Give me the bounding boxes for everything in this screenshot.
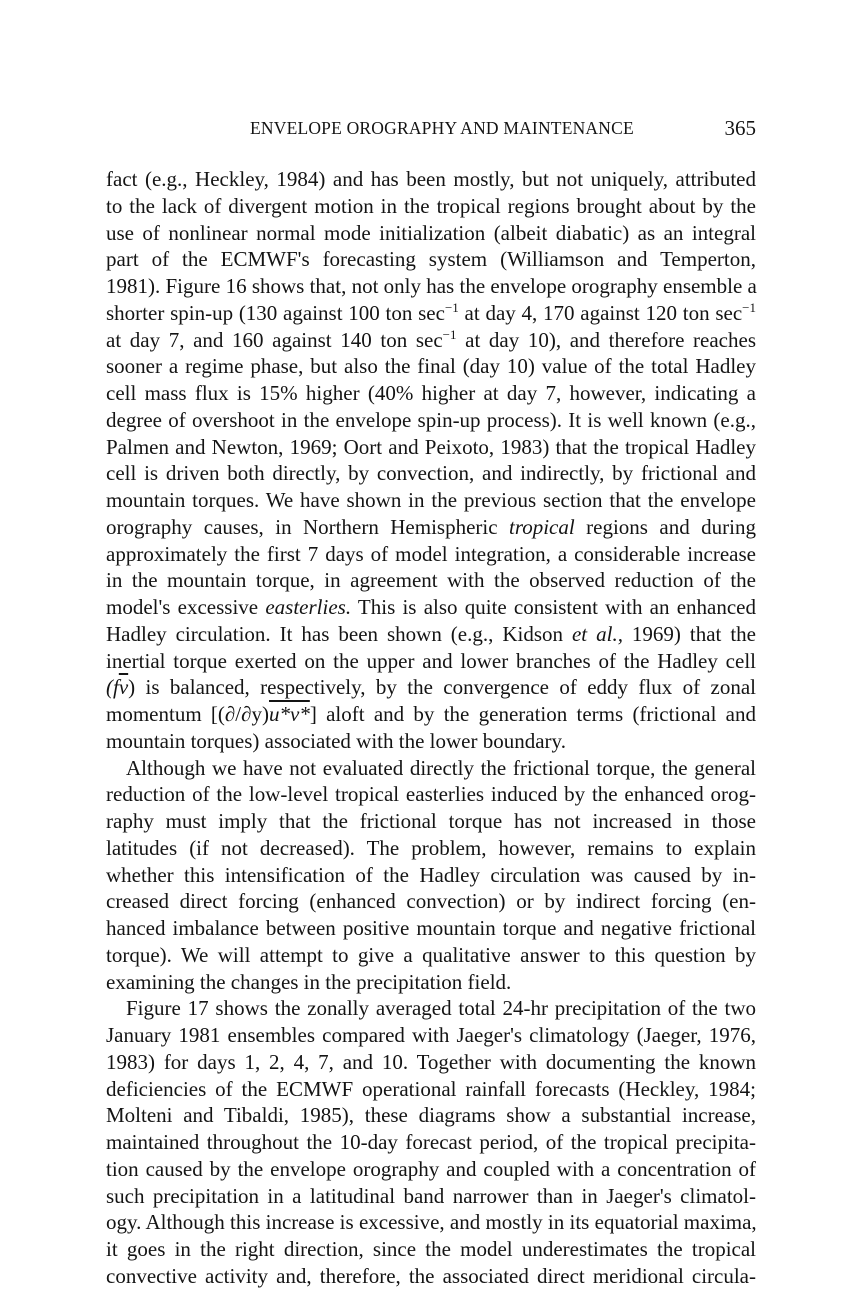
text-line: part of the ECMWF's forecasting system (Williamson and Temperton, <box>106 247 756 272</box>
text-line: inertial torque exerted on the upper and lower branches of the Hadley cell <box>106 648 756 673</box>
text-line: maintained throughout the 10-day forecast period, of the tropical precipita- <box>106 1130 756 1154</box>
text-line <box>106 621 756 648</box>
text-run: ) is balanced, respectively, by the convergence of eddy flux of zonal <box>128 675 756 700</box>
running-head <box>106 118 756 146</box>
text-line: fact (e.g., Heckley, 1984) and has been mostly, but not uniquely, attributed <box>106 167 756 191</box>
text-run: at day 10), and therefore reaches <box>465 327 756 352</box>
text-run: This is also quite consistent with an enhanced <box>357 595 756 619</box>
superscript: −1 <box>742 299 756 315</box>
running-title: ENVELOPE OROGRAPHY AND MAINTENANCE <box>250 118 634 138</box>
text-line: creased direct forcing (enhanced convection) or by indirect forcing (en- <box>106 889 756 914</box>
text-line: in the mountain torque, in agreement with the observed reduction of the <box>106 568 756 593</box>
text-line: approximately the first 7 days of model integration, a considerable increase <box>106 541 756 566</box>
paragraph-3 <box>106 995 756 1289</box>
text-line <box>106 701 756 728</box>
text-line: Although we have not evaluated directly the frictional torque, the general <box>126 755 756 780</box>
text-line: torque). We will attempt to give a qualitative answer to this question by <box>106 942 756 967</box>
text-run: orography causes, in Northern Hemispheric <box>106 514 498 539</box>
text-line: reduction of the low-level tropical easterlies induced by the enhanced orog- <box>106 782 756 807</box>
text-line: such precipitation in a latitudinal band narrower than in Jaeger's climatol- <box>106 1183 756 1208</box>
text-line: Molteni and Tibaldi, 1985), these diagrams show a substantial increase, <box>106 1103 756 1128</box>
text-line: convective activity and, therefore, the associated direct meridional circula- <box>106 1263 756 1288</box>
text-run: shorter spin-up (130 against 100 ton sec <box>106 300 445 325</box>
text-run: regions and during <box>586 514 756 539</box>
paragraph-2 <box>106 755 756 996</box>
text-line <box>106 327 756 354</box>
body-text <box>106 166 756 1290</box>
text-run: at day 7, and 160 against 140 ton sec <box>106 327 443 352</box>
italic-term: et al., <box>571 621 623 646</box>
text-line: 1983) for days 1, 2, 4, 7, and 10. Together with documenting the known <box>106 1049 756 1074</box>
text-line: ogy. Although this increase is excessive, and mostly in its equatorial maxima, <box>106 1210 757 1235</box>
superscript: −1 <box>442 326 457 342</box>
text-line: Palmen and Newton, 1969; Oort and Peixoto, 1983) that the tropical Hadley <box>106 434 756 459</box>
italic-term: easterlies. <box>265 595 352 619</box>
text-run: Hadley circulation. It has been shown (e.g., Kidson <box>106 621 564 646</box>
math-expression: u*v* <box>269 702 310 726</box>
text-line: use of nonlinear normal mode initialization (albeit diabatic) as an integral <box>106 220 756 245</box>
text-line: to the lack of divergent motion in the tropical regions brought about by the <box>106 193 756 218</box>
text-line: degree of overshoot in the envelope spin-up process). It is well known (e.g., <box>106 407 756 432</box>
text-line: mountain torques. We have shown in the previous section that the envelope <box>106 488 756 512</box>
text-line: examining the changes in the precipitation field. <box>106 969 512 994</box>
superscript: −1 <box>444 299 459 315</box>
math-expression: (f <box>106 675 119 700</box>
math-expression: $\overline{v}$ <box>118 675 129 700</box>
text-line: sooner a regime phase, but also the final (day 10) value of the total Hadley <box>106 354 756 379</box>
text-run: momentum [(∂/∂y) <box>106 702 269 726</box>
text-line: mountain torques) associated with the lower boundary. <box>106 728 566 753</box>
text-run: at day 4, 170 against 120 ton sec <box>464 300 743 325</box>
text-line: whether this intensification of the Hadley circulation was caused by in- <box>106 862 756 887</box>
text-line: deficiencies of the ECMWF operational rainfall forecasts (Heckley, 1984; <box>106 1076 756 1101</box>
text-line <box>106 674 756 701</box>
text-line: cell is driven both directly, by convection, and indirectly, by frictional and <box>106 461 756 486</box>
text-line: hanced imbalance between positive mountain torque and negative frictional <box>106 916 756 940</box>
page-number: 365 <box>724 116 756 140</box>
text-line: 1981). Figure 16 shows that, not only has the envelope orography ensemble a <box>106 274 757 298</box>
text-line <box>106 594 756 621</box>
text-line <box>106 300 756 327</box>
text-line: raphy must imply that the frictional torque has not increased in those <box>106 809 756 833</box>
text-run: ] aloft and by the generation terms (frictional and <box>309 702 756 726</box>
text-line: it goes in the right direction, since the model underestimates the tropical <box>106 1237 756 1261</box>
text-line: latitudes (if not decreased). The problem, however, remains to explain <box>106 835 756 860</box>
text-line: cell mass flux is 15% higher (40% higher at day 7, however, indicating a <box>106 381 756 405</box>
text-run: 1969) that the <box>631 621 756 646</box>
paragraph-1 <box>106 166 756 755</box>
text-line: Figure 17 shows the zonally averaged total 24-hr precipitation of the two <box>126 996 756 1021</box>
italic-term: tropical <box>508 514 575 539</box>
text-line: tion caused by the envelope orography and coupled with a concentration of <box>106 1156 756 1181</box>
text-line <box>106 514 756 541</box>
text-line: January 1981 ensembles compared with Jaeger's climatology (Jaeger, 1976, <box>106 1023 756 1047</box>
text-run: model's excessive <box>106 595 259 619</box>
